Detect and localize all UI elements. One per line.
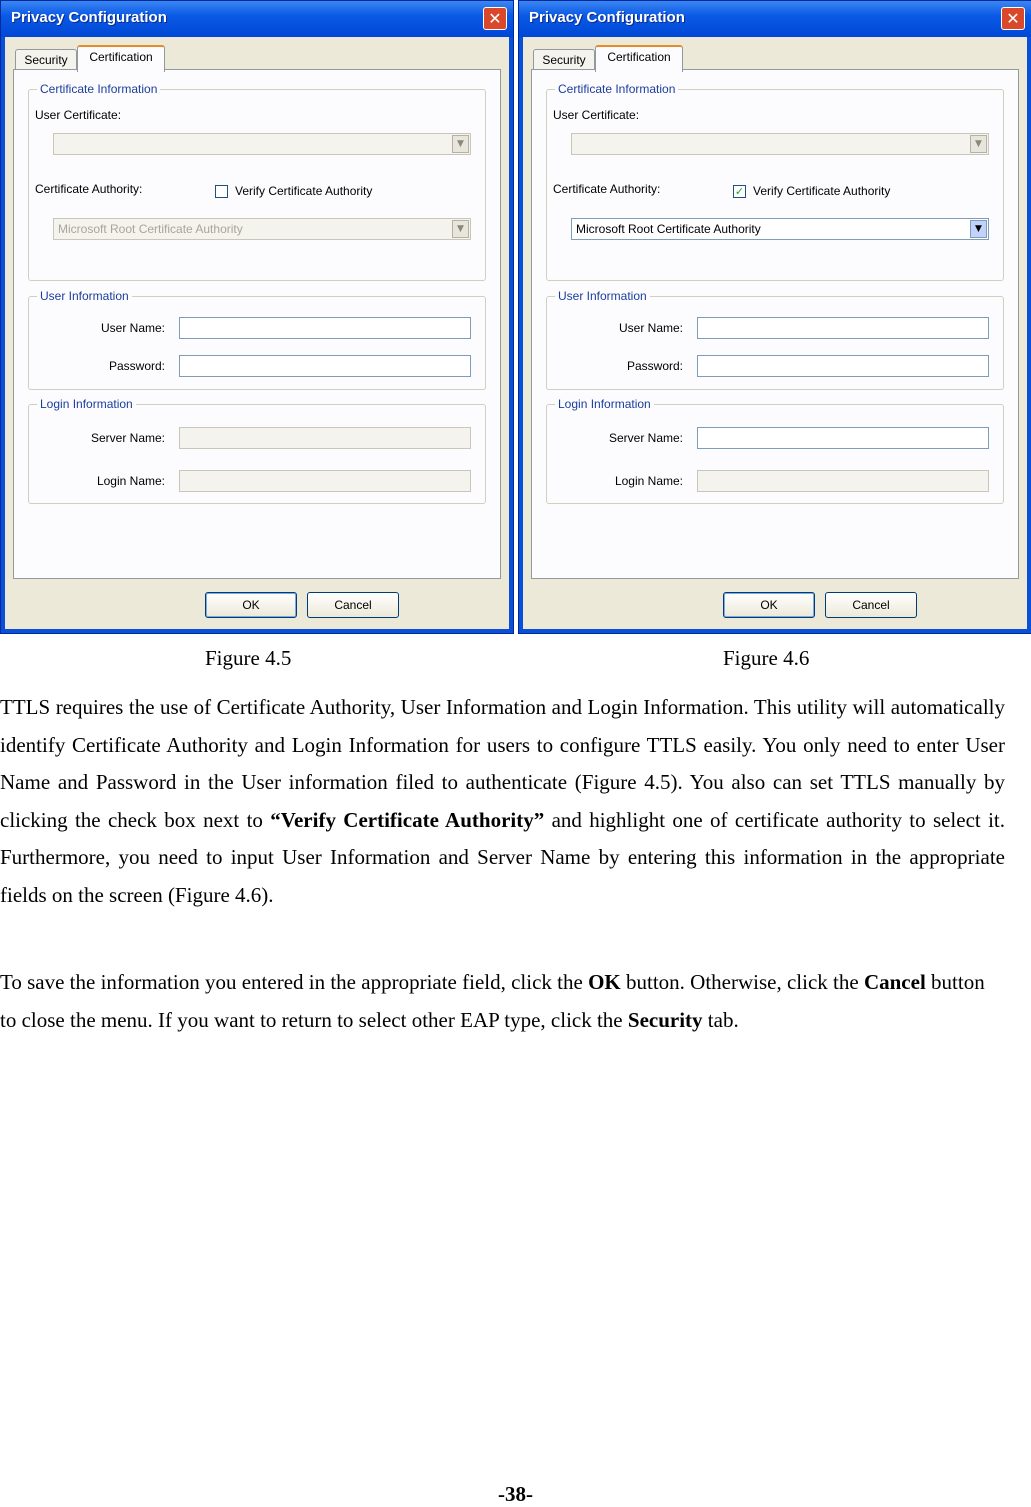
certificate-authority-label: Certificate Authority: bbox=[553, 182, 661, 196]
tab-panel bbox=[13, 69, 501, 579]
cancel-button[interactable]: Cancel bbox=[307, 592, 399, 618]
cancel-button[interactable]: Cancel bbox=[825, 592, 917, 618]
group-legend: Certificate Information bbox=[37, 82, 160, 96]
certificate-information-group bbox=[546, 82, 1004, 281]
certificate-authority-value: Microsoft Root Certificate Authority bbox=[58, 222, 243, 236]
chevron-down-icon[interactable]: ▼ bbox=[970, 220, 987, 238]
tab-certification[interactable]: Certification bbox=[595, 45, 683, 72]
verify-ca-checkbox[interactable] bbox=[215, 185, 228, 198]
para2-text-c: button to close the menu. If you want to return to select other EAP type, click the bbox=[0, 970, 985, 1032]
login-name-label: Login Name: bbox=[614, 474, 683, 488]
close-icon[interactable]: ✕ bbox=[483, 7, 507, 30]
tab-security[interactable]: Security bbox=[15, 49, 77, 71]
certificate-authority-label: Certificate Authority: bbox=[35, 182, 143, 196]
password-label: Password: bbox=[626, 359, 683, 373]
group-legend: Login Information bbox=[37, 397, 136, 411]
server-name-label: Server Name: bbox=[90, 431, 165, 445]
user-name-label: User Name: bbox=[100, 321, 165, 335]
tab-certification[interactable]: Certification bbox=[77, 45, 165, 72]
group-legend: User Information bbox=[555, 289, 650, 303]
dialog-title: Privacy Configuration bbox=[529, 9, 685, 26]
certificate-authority-value: Microsoft Root Certificate Authority bbox=[576, 222, 761, 236]
verify-ca-checkbox[interactable]: ✓ bbox=[734, 185, 745, 198]
dialog-client bbox=[523, 37, 1027, 629]
para2-bold-cancel: Cancel bbox=[863, 970, 926, 994]
figure-caption-4-6: Figure 4.6 bbox=[723, 646, 810, 670]
login-name-label: Login Name: bbox=[96, 474, 165, 488]
user-name-label: User Name: bbox=[618, 321, 683, 335]
tab-panel bbox=[531, 69, 1019, 579]
user-information-group bbox=[28, 289, 486, 390]
title-bar bbox=[519, 1, 1031, 37]
server-name-label: Server Name: bbox=[608, 431, 683, 445]
server-name-input[interactable] bbox=[179, 427, 471, 449]
para1-bold-verify: “Verify Certificate Authority” bbox=[270, 807, 545, 832]
login-information-group bbox=[28, 397, 486, 504]
para2-bold-security: Security bbox=[627, 1007, 703, 1032]
user-certificate-combo[interactable] bbox=[571, 133, 989, 155]
page-number: -38- bbox=[498, 1482, 533, 1506]
ok-button[interactable]: OK bbox=[723, 592, 815, 618]
privacy-config-dialog-fig46 bbox=[518, 0, 1031, 634]
user-certificate-combo[interactable] bbox=[53, 133, 471, 155]
group-legend: User Information bbox=[37, 289, 132, 303]
dialog-title: Privacy Configuration bbox=[11, 9, 167, 26]
para2-text-b: button. Otherwise, click the bbox=[620, 970, 864, 994]
para2-text-d: tab. bbox=[702, 1007, 739, 1032]
title-bar bbox=[1, 1, 513, 37]
chevron-down-icon[interactable]: ▼ bbox=[970, 135, 987, 153]
dialog-client bbox=[5, 37, 509, 629]
body-paragraph-1 bbox=[0, 689, 1005, 914]
password-input[interactable] bbox=[697, 355, 989, 377]
login-name-input[interactable] bbox=[179, 470, 471, 492]
verify-ca-label: Verify Certificate Authority bbox=[235, 184, 373, 198]
user-information-group bbox=[546, 289, 1004, 390]
para2-text-a: To save the information you entered in the appropriate field, click the bbox=[0, 970, 589, 994]
group-legend: Login Information bbox=[555, 397, 654, 411]
figure-caption-4-5: Figure 4.5 bbox=[205, 646, 292, 670]
password-input[interactable] bbox=[179, 355, 471, 377]
certificate-information-group bbox=[28, 82, 486, 281]
ok-button[interactable]: OK bbox=[205, 592, 297, 618]
user-certificate-label: User Certificate: bbox=[35, 108, 122, 122]
close-icon[interactable]: ✕ bbox=[1001, 7, 1025, 30]
server-name-input[interactable] bbox=[697, 427, 989, 449]
para1-text-b: and highlight one of certificate authority to select it. Furthermore, you need to input User Information and Server Name by entering this information in the appropriate fields on the screen (Figure 4.6). bbox=[0, 807, 1005, 907]
user-name-input[interactable] bbox=[179, 317, 471, 339]
para1-text-a: TTLS requires the use of Certificate Authority, User Information and Login Information. This utility will automatically identify Certificate Authority and Login Information for users to configure TTLS easily. You only need to enter User Name and Password in the User information filed to authenticate (Figure 4.5). You also can set TTLS manually by clicking the check box next to bbox=[0, 695, 1005, 832]
privacy-config-dialog-fig45 bbox=[0, 0, 514, 634]
verify-ca-label: Verify Certificate Authority bbox=[753, 184, 891, 198]
user-name-input[interactable] bbox=[697, 317, 989, 339]
chevron-down-icon[interactable]: ▼ bbox=[452, 135, 469, 153]
certificate-authority-combo[interactable] bbox=[53, 218, 471, 240]
user-certificate-label: User Certificate: bbox=[553, 108, 640, 122]
body-paragraph-2 bbox=[0, 964, 1005, 1039]
group-legend: Certificate Information bbox=[555, 82, 678, 96]
login-information-group bbox=[546, 397, 1004, 504]
tab-security[interactable]: Security bbox=[533, 49, 595, 71]
certificate-authority-combo[interactable] bbox=[571, 218, 989, 240]
login-name-input[interactable] bbox=[697, 470, 989, 492]
password-label: Password: bbox=[108, 359, 165, 373]
para2-bold-ok: OK bbox=[588, 970, 621, 994]
chevron-down-icon[interactable]: ▼ bbox=[452, 220, 469, 238]
